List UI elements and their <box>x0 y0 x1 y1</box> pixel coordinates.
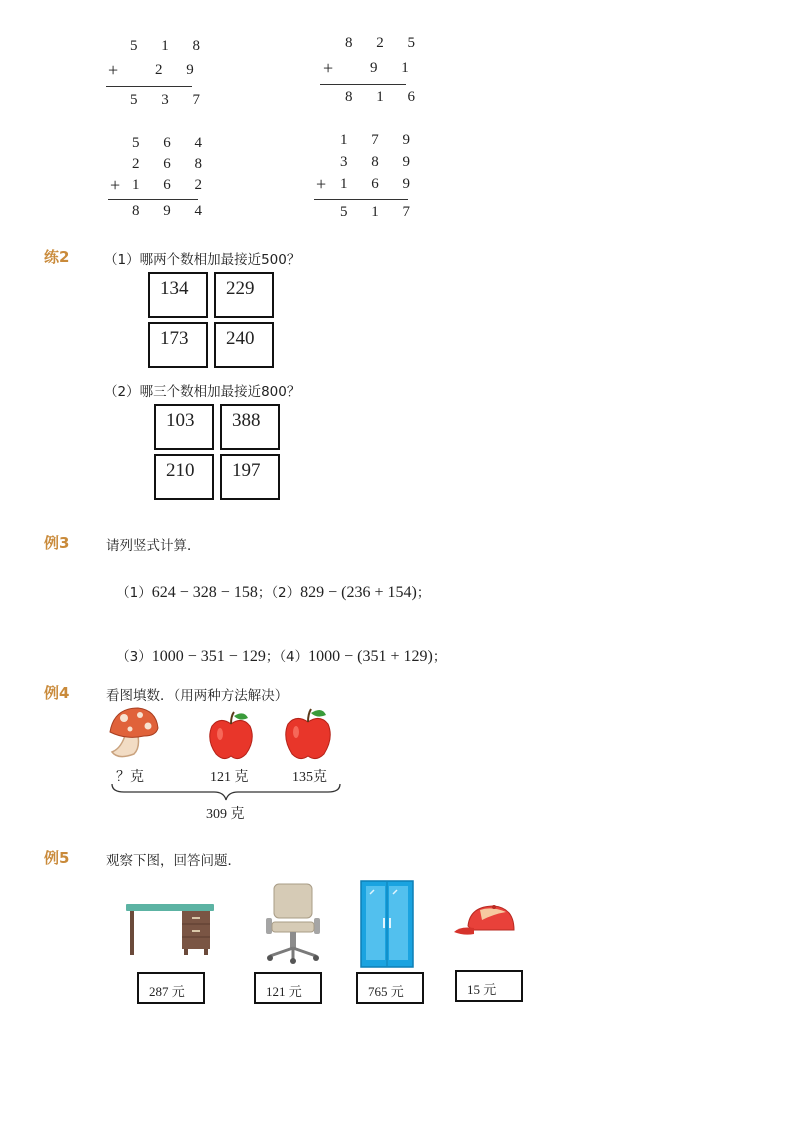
apple-weight-label: 135克 <box>292 770 327 785</box>
addend-1: 5 6 4 <box>132 135 212 151</box>
problem-label: （3） <box>116 649 152 665</box>
li3-prompt: 请列竖式计算． <box>106 538 201 554</box>
section-tag-li5: 例5 <box>44 849 70 867</box>
addend-2: 9 1 <box>370 60 419 76</box>
mushroom-icon <box>104 702 160 762</box>
number-box: 173 <box>148 322 208 368</box>
addend-3: 1 6 9 <box>340 176 420 192</box>
separator: ； <box>432 649 447 665</box>
plus-sign: + <box>108 60 119 80</box>
problem-label: （4） <box>279 649 309 665</box>
section-tag-li4: 例4 <box>44 684 70 702</box>
section-tag-li3: 例3 <box>44 534 70 552</box>
number-box: 103 <box>154 404 214 450</box>
problem-row-2 <box>106 626 446 666</box>
addend-1: 1 7 9 <box>340 132 420 148</box>
number-box: 388 <box>220 404 280 450</box>
sum-line <box>314 199 408 200</box>
separator: ； <box>257 585 272 601</box>
li5-prompt: 观察下图，回答问题． <box>106 853 241 869</box>
sum-result: 5 1 7 <box>340 204 420 220</box>
number-box: 229 <box>214 272 274 318</box>
addend-2: 2 9 <box>155 62 204 78</box>
li4-prompt: 看图填数．（用两种方法解决） <box>106 688 289 704</box>
plus-sign: + <box>110 175 121 195</box>
sum-result: 5 3 7 <box>130 92 210 108</box>
plus-sign: + <box>316 174 327 194</box>
chair-icon <box>262 882 324 964</box>
problem-label: （1） <box>116 585 152 601</box>
wardrobe-icon <box>360 880 414 970</box>
apple-weight-label: 121 克 <box>210 770 249 785</box>
number-box: 134 <box>148 272 208 318</box>
addend-3: 1 6 2 <box>132 177 212 193</box>
sum-result: 8 9 4 <box>132 203 212 219</box>
problem-expression: 624 − 328 − 158 <box>151 584 258 601</box>
problem-label: （2） <box>271 585 301 601</box>
number-box: 197 <box>220 454 280 500</box>
number-box: 240 <box>214 322 274 368</box>
addend-2: 2 6 8 <box>132 156 212 172</box>
cap-icon <box>452 902 518 942</box>
brace-icon <box>110 782 342 804</box>
apple-icon <box>282 706 334 762</box>
problem-expression: 1000 − 351 − 129 <box>151 648 266 665</box>
addend-2: 3 8 9 <box>340 154 420 170</box>
sum-line <box>320 84 406 85</box>
sum-line <box>106 86 192 87</box>
problem-expression: 1000 − (351 + 129) <box>308 648 433 665</box>
problem-row-1 <box>106 562 430 602</box>
separator: ； <box>416 585 431 601</box>
question-2: （2）哪三个数相加最接近800？ <box>104 384 301 400</box>
price-tag-wardrobe: 765 元 <box>356 972 424 1004</box>
problem-expression: 829 − (236 + 154) <box>300 584 417 601</box>
number-box: 210 <box>154 454 214 500</box>
sum-line <box>108 199 198 200</box>
addend-1: 5 1 8 <box>130 38 210 54</box>
total-weight-label: 309 克 <box>206 807 245 822</box>
sum-result: 8 1 6 <box>345 89 425 105</box>
price-tag-desk: 287 元 <box>137 972 205 1004</box>
question-1: （1）哪两个数相加最接近500？ <box>104 252 301 268</box>
desk-icon <box>124 900 216 958</box>
section-tag-lian2: 练2 <box>44 248 70 266</box>
price-tag-cap: 15 元 <box>455 970 523 1002</box>
separator: ； <box>265 649 280 665</box>
plus-sign: + <box>323 58 334 78</box>
price-tag-chair: 121 元 <box>254 972 322 1004</box>
apple-icon <box>206 710 256 762</box>
addend-1: 8 2 5 <box>345 35 425 51</box>
mushroom-weight-label: ？克 <box>116 770 144 785</box>
